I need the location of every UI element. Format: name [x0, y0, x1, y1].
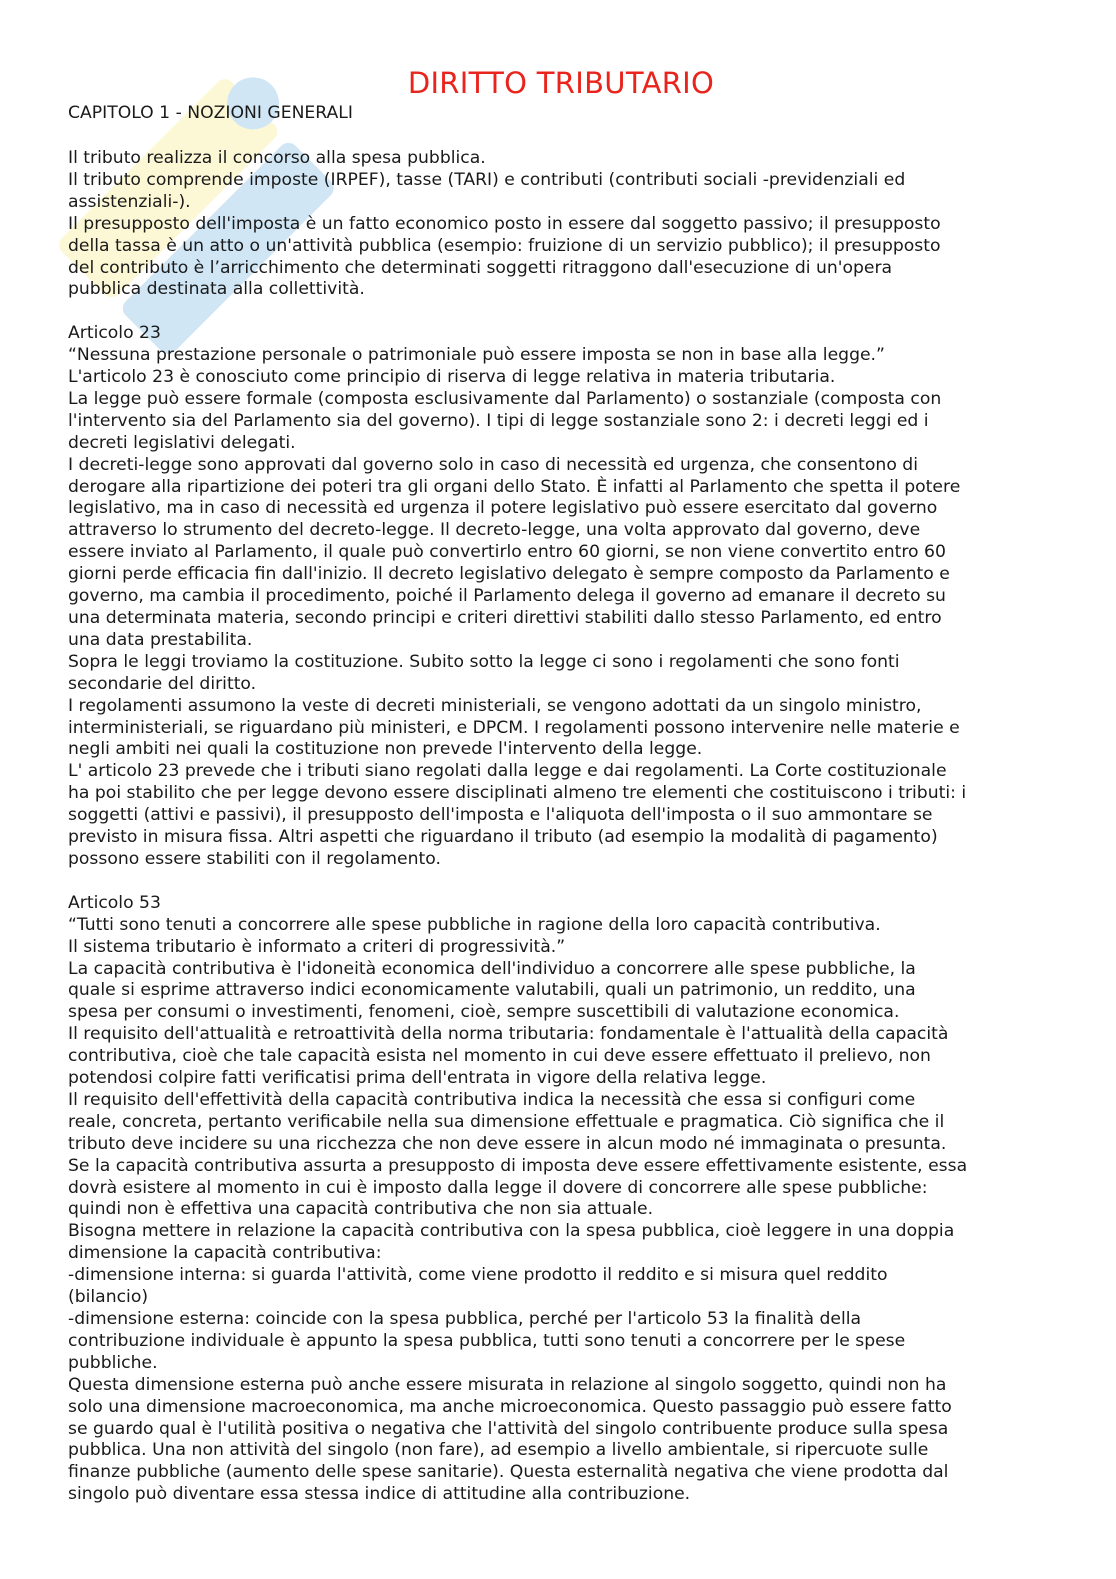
paragraph: Il requisito dell'attualità e retroattività della norma tributaria: fondamentale è l'attualità della capacità contributiva, cioè che tale capacità esista nel momento in cui deve essere effettuato il prelievo, non potendosi colpire fatti verificatisi prima dell'entrata in vigore della relativa legge. [68, 1024, 949, 1089]
paragraph: L'articolo 23 è conosciuto come principio di riserva di legge relativa in materia tributaria. [68, 367, 836, 388]
chapter-heading: CAPITOLO 1 - NOZIONI GENERALI [68, 103, 353, 123]
paragraph: La legge può essere formale (composta esclusivamente dal Parlamento) o sostanziale (composta con l'intervento sia del Parlamento sia del governo). I tipi di legge sostanziale sono 2: i decreti leggi ed i decreti legislativi delegati. [68, 388, 942, 453]
paragraph: I decreti-legge sono approvati dal governo solo in caso di necessità ed urgenza, che consentono di derogare alla ripartizione dei poteri tra gli organi dello Stato. È infatti al Parlamento che spetta il potere legislativo, ma in caso di necessità ed urgenza il potere legislativo può essere esercitato dal governo attraverso lo strumento del decreto-legge. Il decreto-legge, una volta approvato dal governo, deve essere inviato al Parlamento, il quale può convertirlo entro 60 giorni, se non viene convertito entro 60 giorni perde efficacia fin dall'inizio. Il decreto legislativo delegato è sempre composto da Parlamento e governo, ma cambia il procedimento, poiché il Parlamento delega il governo ad emanare il decreto su una determinata materia, secondo principi e criteri direttivi stabiliti dallo stesso Parlamento, ed entro una data prestabilita. [68, 454, 961, 650]
paragraph: “Tutti sono tenuti a concorrere alle spese pubbliche in ragione della loro capacità contributiva. Il sistema tributario è informato a criteri di progressività.” [68, 914, 881, 957]
section-heading: Articolo 23 [68, 323, 161, 344]
paragraph: Il requisito dell'effettività della capacità contributiva indica la necessità che essa si configuri come reale, concreta, pertanto verificabile nella sua dimensione effettuale e pragmatica. Ciò significa che il tributo deve incidere su una ricchezza che non deve essere in alcun modo né immaginata o presunta. Se la capacità contributiva assurta a presupposto di imposta deve essere effettivamente esistente, essa dovrà esistere al momento in cui è imposto dalla legge il dovere di concorrere alle spese pubbliche: quindi non è effettiva una capacità contributiva che non sia attuale. [68, 1089, 968, 1220]
article-53-section [68, 893, 1053, 1506]
paragraph: I regolamenti assumono la veste di decreti ministeriali, se vengono adottati da un singolo ministro, interministeriali, se riguardano più ministeri, e DPCM. I regolamenti possono intervenire nelle materie e negli ambiti nei quali la costituzione non prevede l'intervento della legge. [68, 695, 960, 760]
paragraph: Bisogna mettere in relazione la capacità contributiva con la spesa pubblica, cioè leggere in una doppia dimensione la capacità contributiva: [68, 1221, 955, 1264]
document-title: DIRITTO TRIBUTARIO [407, 66, 715, 100]
section-heading: Articolo 53 [68, 892, 161, 913]
paragraph: Il tributo comprende imposte (IRPEF), tasse (TARI) e contributi (contributi sociali -previdenziali ed assistenziali-). [68, 169, 906, 212]
paragraph: La capacità contributiva è l'idoneità economica dell'individuo a concorrere alle spese pubbliche, la quale si esprime attraverso indici economicamente valutabili, quali un patrimonio, un reddito, una spesa per consumi o investimenti, fenomeni, cioè, sempre suscettibili di valutazione economica. [68, 958, 916, 1023]
paragraph: -dimensione interna: si guarda l'attività, come viene prodotto il reddito e si misura quel reddito (bilancio) [68, 1265, 888, 1308]
paragraph: -dimensione esterna: coincide con la spesa pubblica, perché per l'articolo 53 la finalità della contribuzione individuale è appunto la spesa pubblica, tutti sono tenuti a concorrere per le spese pubbliche. [68, 1309, 906, 1373]
article-23-section [68, 323, 1053, 871]
paragraph: “Nessuna prestazione personale o patrimoniale può essere imposta se non in base alla legge.” [68, 345, 885, 366]
paragraph: Sopra le leggi troviamo la costituzione. Subito sotto la legge ci sono i regolamenti che sono fonti secondarie del diritto. [68, 651, 900, 694]
paragraph: Il presupposto dell'imposta è un fatto economico posto in essere dal soggetto passivo; il presupposto della tassa è un atto o un'attività pubblica (esempio: fruizione di un servizio pubblico); il presupposto del contributo è l’arricchimento che determinati soggetti ritraggono dall'esecuzione di un'opera pubblica destinata alla collettività. [68, 213, 941, 300]
paragraph: Questa dimensione esterna può anche essere misurata in relazione al singolo soggetto, quindi non ha solo una dimensione macroeconomica, ma anche microeconomica. Questo passaggio può essere fatto se guardo qual è l'utilità positiva o negativa che l'attività del singolo contribuente produce sulla spesa pubblica. Una non attività del singolo (non fare), ad esempio a livello ambientale, si ripercuote sulle finanze pubbliche (aumento delle spese sanitarie). Questa esternalità negativa che viene prodotta dal singolo può diventare essa stessa indice di attitudine alla contribuzione. [68, 1374, 952, 1505]
paragraph: L' articolo 23 prevede che i tributi siano regolati dalla legge e dai regolamenti. La Corte costituzionale ha poi stabilito che per legge devono essere disciplinati almeno tre elementi che costituiscono i tributi: i soggetti (attivi e passivi), il presupposto dell'imposta e l'aliquota dell'imposta o il suo ammontare se previsto in misura fissa. Altri aspetti che riguardano il tributo (ad esempio la modalità di pagamento) possono essere stabiliti con il regolamento. [68, 761, 967, 869]
paragraph: Il tributo realizza il concorso alla spesa pubblica. [68, 148, 486, 168]
document-body [68, 148, 1053, 1506]
intro-section [68, 148, 1053, 301]
